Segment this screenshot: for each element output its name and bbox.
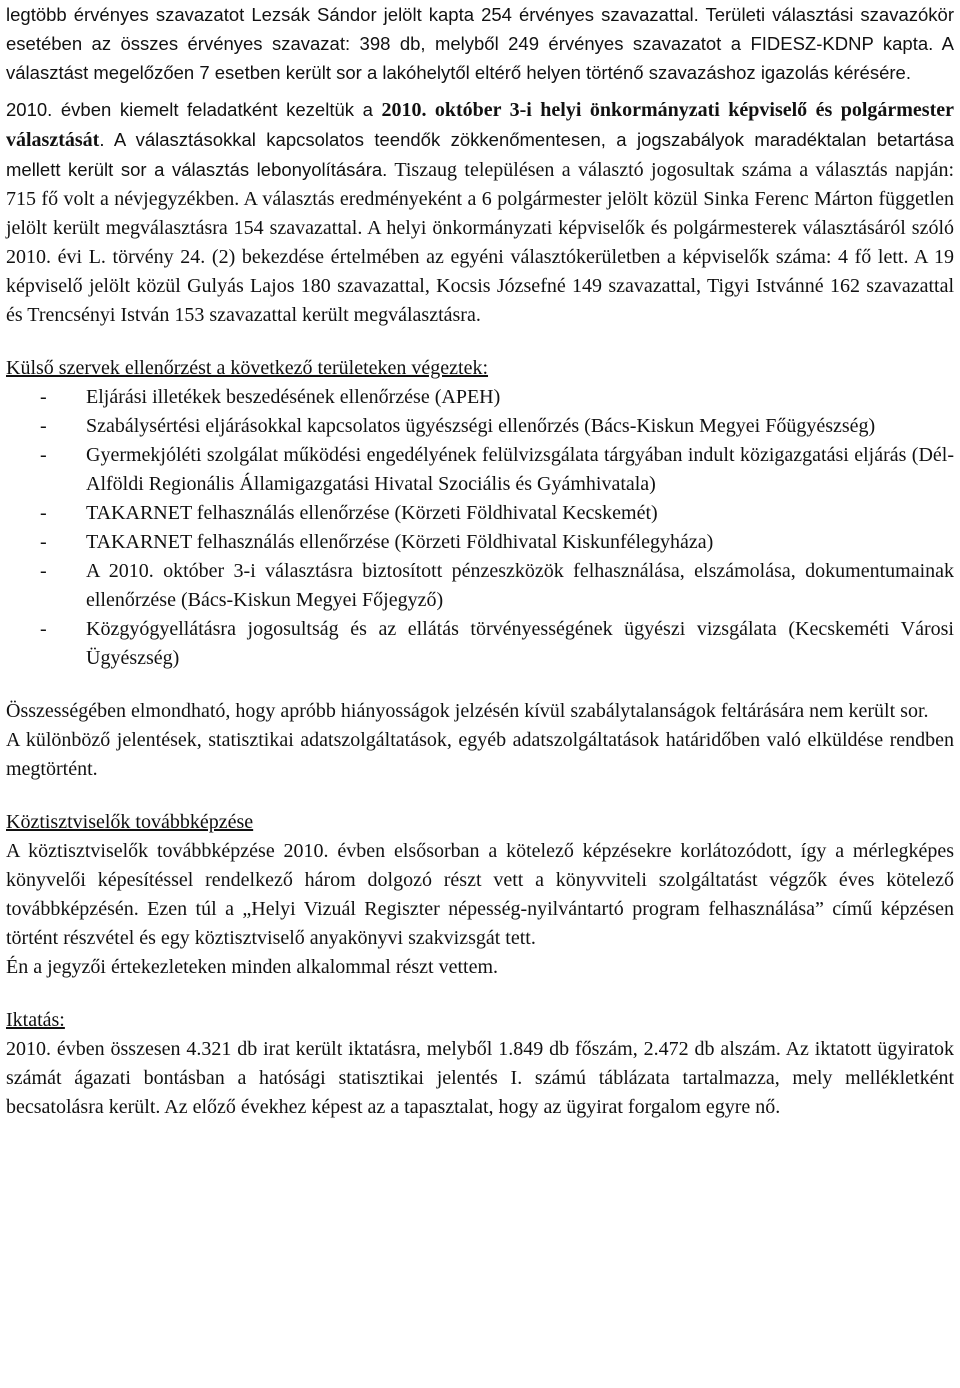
paragraph-local-election-rest: Tiszaug településen a választó jogosultak száma a választás napján: 715 fő volt a névjegyzékben. A választás eredményeként a 6 polgármester jelölt közül Sinka Ferenc Márton független jelölt került megválasztásra 154 szavazattal. A helyi önkormányzati képviselők és polgármesterek választásáról szóló 2010. évi L. törvény 24. (2) bekezdése értelmében az egyéni választókerületben a képviselők száma: 4 fő lett. A 19 képviselő jelölt közül Gulyás Lajos 180 szavazattal, Kocsis Józsefné 149 szavazattal, Tigyi Istvánné 162 szavazattal és Trencsényi István 153 szavazattal került megválasztásra. [6,159,954,326]
document-page [6,0,954,1122]
section-heading-training: Köztisztviselők továbbképzése [6,811,254,833]
section-heading-external-audits: Külső szervek ellenőrzést a következő területeken végeztek: [6,357,489,379]
paragraph-local-election [6,95,954,330]
list-item: - TAKARNET felhasználás ellenőrzése (Körzeti Földhivatal Kiskunfélegyháza) [40,531,714,553]
paragraph-local-election-bold: 2010. október 3-i helyi önkormányzati képviselő és polgármester választását [6,99,955,151]
section-heading-filing: Iktatás: [6,1009,65,1031]
paragraph-summary: Összességében elmondható, hogy apróbb hiányosságok jelzésén kívül szabálytalanságok feltárására nem került sor. [6,700,929,722]
list-item: - TAKARNET felhasználás ellenőrzése (Körzeti Földhivatal Kecskemét) [40,502,658,524]
paragraph-election-results: legtöbb érvényes szavazatot Lezsák Sándor jelölt kapta 254 érvényes szavazattal. Területi választási szavazókör esetében az összes érvényes szavazat: 398 db, melyből 249 érvényes szavazatot a FIDESZ-KDNP kapta. A választást megelőzően 7 esetben került sor a lakóhelytől eltérő helyen történő szavazáshoz igazolás kérésére. [6,4,954,83]
paragraph-local-election-sans: . A választásokkal kapcsolatos teendők zökkenőmentesen, a jogszabályok maradéktalan betartása mellett került sor a választás lebonyolítására. [6,129,954,180]
paragraph-filing: 2010. évben összesen 4.321 db irat került iktatásra, melyből 1.849 db főszám, 2.472 db alszám. Az iktatott ügyiratok számát ágazati bontásban a hatósági statisztikai jelentés I. számú táblázata tartalmazza, mely mellékletként becsatolásra került. Az előző évekhez képest az a tapasztalat, hogy az ügyirat forgalom egyre nő. [6,1038,954,1118]
list-item: - Szabálysértési eljárásokkal kapcsolatos ügyészségi ellenőrzés (Bács-Kiskun Megyei Főügyészség) [40,415,876,437]
paragraph-local-election-intro: 2010. évben kiemelt feladatként kezeltük a [6,99,382,120]
list-item: - Közgyógyellátásra jogosultság és az ellátás törvényességének ügyészi vizsgálata (Kecskeméti Városi Ügyészség) [40,618,954,669]
list-item: - A 2010. október 3-i választásra biztosított pénzeszközök felhasználása, elszámolása, dokumentumainak ellenőrzése (Bács-Kiskun Megyei Főjegyző) [40,560,954,611]
paragraph-reporting: A különböző jelentések, statisztikai adatszolgáltatások, egyéb adatszolgáltatások határidőben való elküldése rendben megtörtént. [6,729,954,780]
paragraph-meetings: Én a jegyzői értekezleteken minden alkalommal részt vettem. [6,956,499,978]
external-audit-list [6,383,954,673]
list-item: - Eljárási illetékek beszedésének ellenőrzése (APEH) [40,386,501,408]
list-item: - Gyermekjóléti szolgálat működési engedélyének felülvizsgálata tárgyában indult közigazgatási eljárás (Dél-Alföldi Regionális Államigazgatási Hivatal Szociális és Gyámhivatala) [40,444,954,495]
paragraph-training: A köztisztviselők továbbképzése 2010. évben elsősorban a kötelező képzésekre korlátozódott, így a mérlegképes könyvelői képesítéssel rendelkező három dolgozó részt vett a könyvviteli szolgáltatást végzők éves kötelező továbbképzésén. Ezen túl a „Helyi Vizuál Regiszter népesség-nyilvántartó program felhasználása” című képzésen történt részvétel és egy köztisztviselő anyakönyvi szakvizsgát tett. [6,840,954,949]
